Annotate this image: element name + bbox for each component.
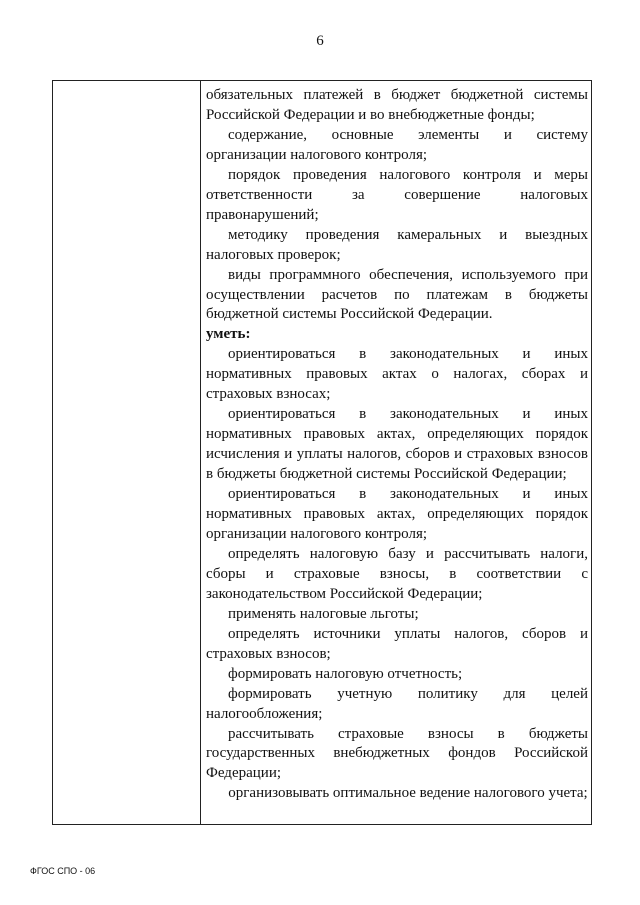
paragraph: рассчитывать страховые взносы в бюджеты государственных внебюджетных фондов Российской Федерации; — [206, 725, 588, 782]
table-content-cell — [206, 86, 588, 804]
paragraph: виды программного обеспечения, используемого при осуществлении расчетов по платежам в бюджеты бюджетной системы Российской Федерации. — [206, 266, 588, 323]
paragraph: обязательных платежей в бюджет бюджетной системы Российской Федерации и во внебюджетные фонды; — [206, 87, 588, 123]
footer-code: ФГОС СПО - 06 — [30, 866, 96, 876]
paragraph: ориентироваться в законодательных и иных нормативных правовых актах о налогах, сборах и страховых взносах; — [206, 346, 588, 403]
paragraph: определять источники уплаты налогов, сборов и страховых взносов; — [206, 625, 588, 662]
page-number: 6 — [316, 33, 324, 49]
paragraph: определять налоговую базу и рассчитывать налоги, сборы и страховые взносы, в соответствии с законодательством Российской Федерации; — [206, 545, 588, 602]
paragraph: формировать налоговую отчетность; — [228, 665, 463, 682]
section-heading: уметь: — [206, 326, 251, 343]
paragraph: организовывать оптимальное ведение налогового учета; — [228, 785, 588, 802]
requirements-table — [52, 80, 592, 825]
paragraph: ориентироваться в законодательных и иных нормативных правовых актах, определяющих порядок исчисления и уплаты налогов, сборов и страховых взносов в бюджеты бюджетной системы Российской Федерации; — [206, 406, 588, 483]
paragraph: формировать учетную политику для целей налогообложения; — [206, 685, 588, 722]
table-left-cell — [53, 81, 200, 824]
paragraph: содержание, основные элементы и систему организации налогового контроля; — [206, 126, 588, 163]
paragraph: порядок проведения налогового контроля и меры ответственности за совершение налоговых правонарушений; — [206, 166, 588, 223]
paragraph: применять налоговые льготы; — [228, 605, 419, 622]
column-divider — [200, 81, 201, 824]
paragraph: методику проведения камеральных и выездных налоговых проверок; — [206, 226, 588, 263]
paragraph: ориентироваться в законодательных и иных нормативных правовых актах, определяющих порядок организации налогового контроля; — [206, 486, 588, 542]
